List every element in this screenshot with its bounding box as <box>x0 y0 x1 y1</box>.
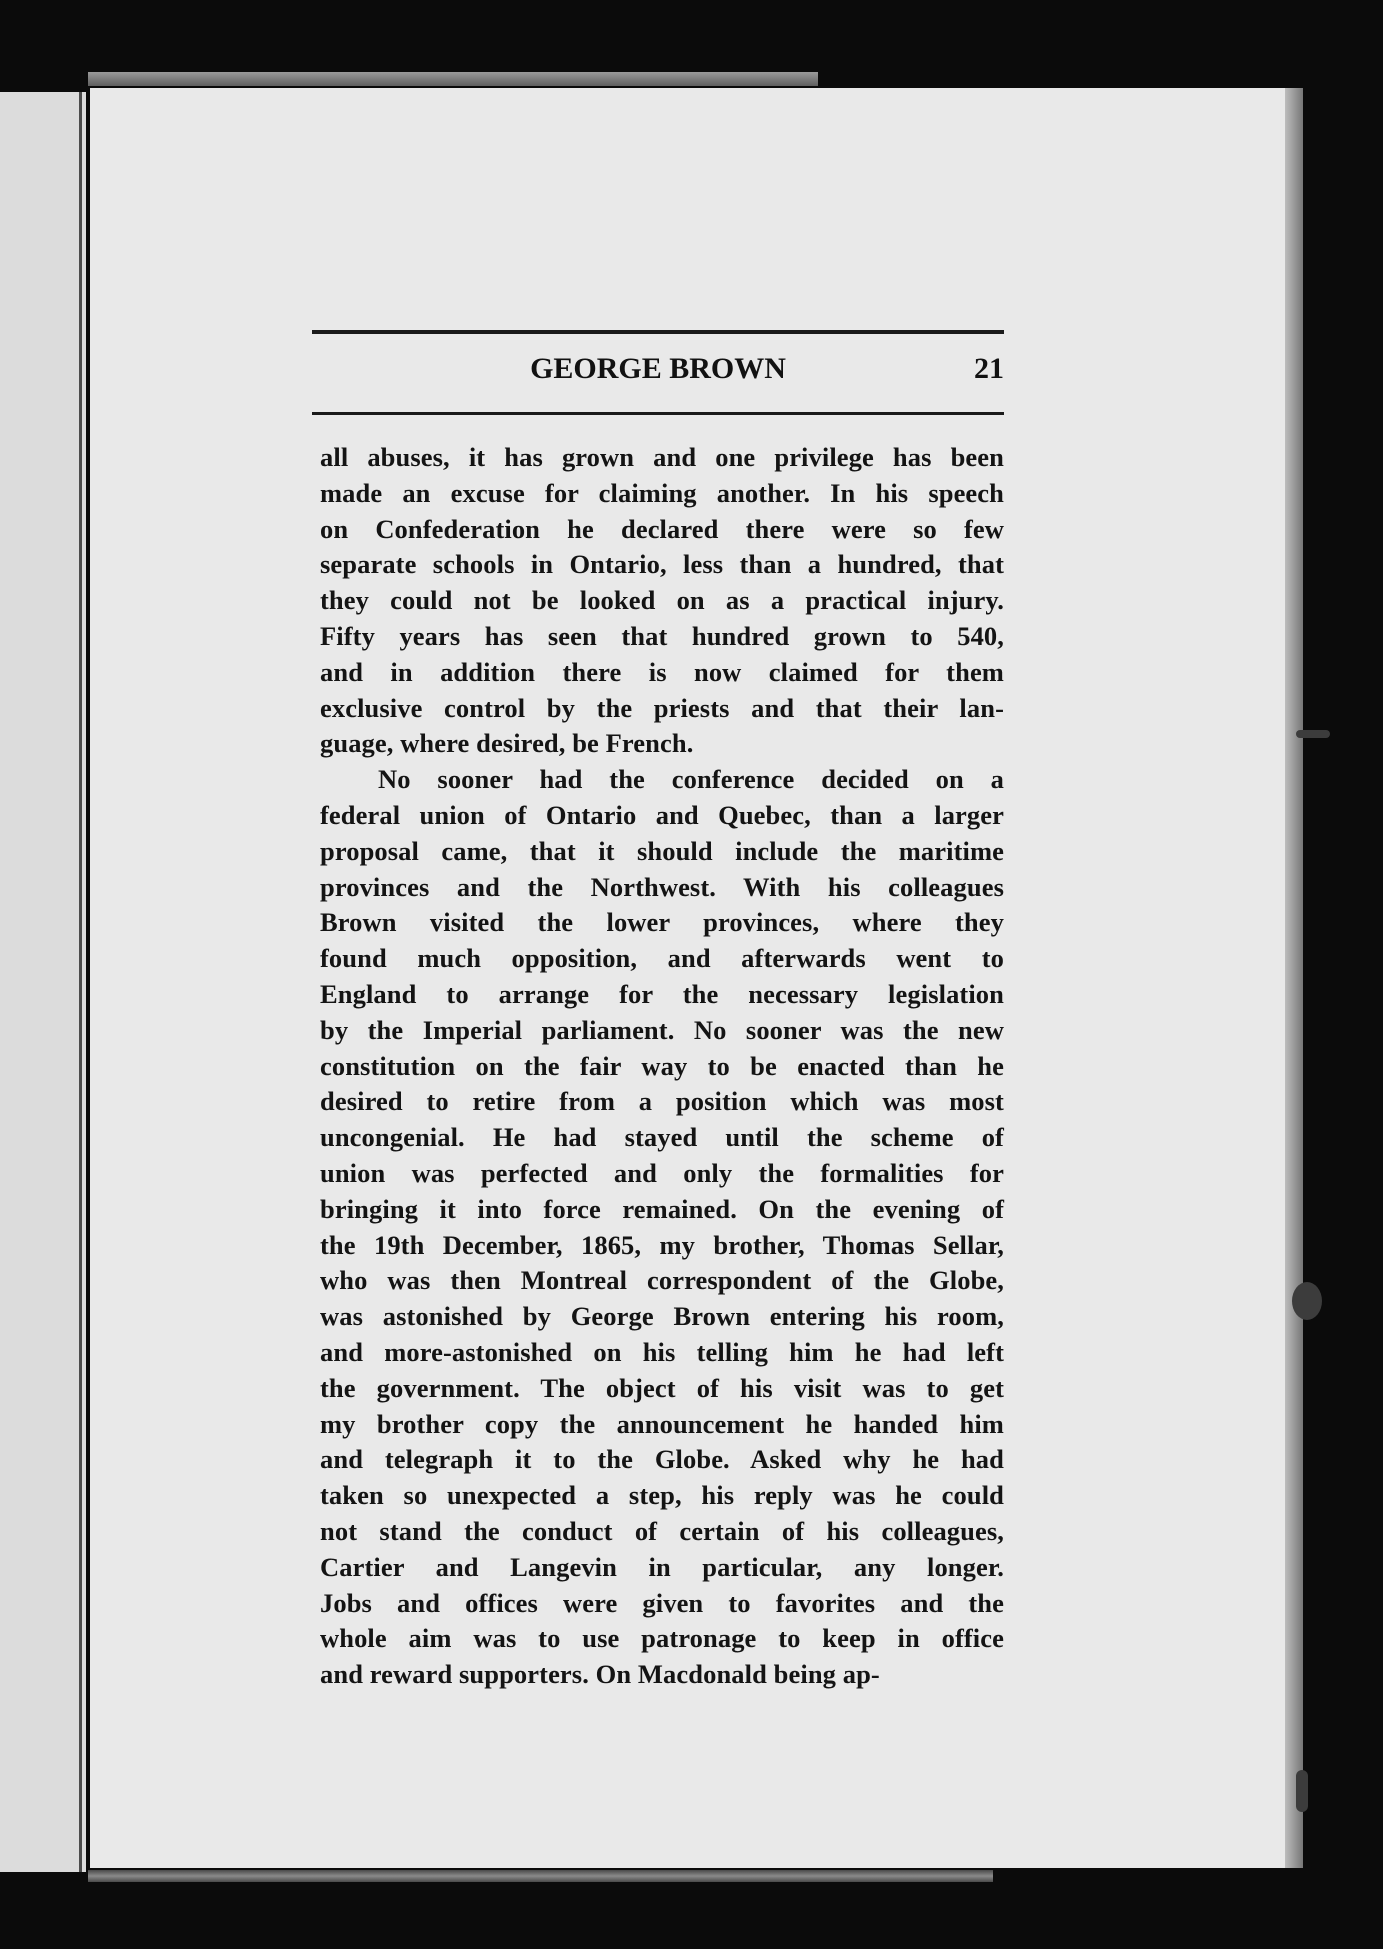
header-top-rule <box>312 330 1004 334</box>
text-line: whole aim was to use patronage to keep in office <box>320 1623 1004 1654</box>
text-line: and more-astonished on his telling him he had left <box>320 1336 1004 1367</box>
text-line: the 19th December, 1865, my brother, Thomas Sellar, <box>320 1229 1004 1260</box>
text-line: No sooner had the conference decided on a <box>378 764 1004 795</box>
scan-blemish <box>1296 1770 1308 1812</box>
text-line: my brother copy the announcement he handed him <box>320 1408 1004 1439</box>
text-line: desired to retire from a position which was most <box>320 1086 1004 1117</box>
text-line: England to arrange for the necessary legislation <box>320 978 1004 1009</box>
facing-page-margin <box>0 92 86 1872</box>
text-line: proposal came, that it should include the maritime <box>320 835 1004 866</box>
text-line: and reward supporters. On Macdonald being ap- <box>320 1659 880 1690</box>
text-line: and telegraph it to the Globe. Asked why he had <box>320 1444 1004 1475</box>
scan-blemish <box>1296 730 1330 738</box>
text-line: found much opposition, and afterwards went to <box>320 943 1004 974</box>
scan-bottom-edge <box>88 1870 993 1882</box>
running-header <box>312 352 1004 392</box>
text-line: they could not be looked on as a practical injury. <box>320 585 1004 616</box>
text-line: and in addition there is now claimed for them <box>320 656 1004 687</box>
header-bottom-rule <box>312 412 1004 415</box>
text-line: exclusive control by the priests and that their lan- <box>320 692 1004 723</box>
text-line: Jobs and offices were given to favorites and the <box>320 1587 1004 1618</box>
text-line: separate schools in Ontario, less than a hundred, that <box>320 549 1004 580</box>
body-text <box>320 440 1004 1693</box>
page-edge <box>1285 88 1303 1868</box>
text-line: Brown visited the lower provinces, where they <box>320 907 1004 938</box>
text-line: was astonished by George Brown entering his room, <box>320 1301 1004 1332</box>
text-line: by the Imperial parliament. No sooner was the new <box>320 1014 1004 1045</box>
text-line: not stand the conduct of certain of his colleagues, <box>320 1515 1004 1546</box>
page-number: 21 <box>974 352 1004 385</box>
text-line: federal union of Ontario and Quebec, than a larger <box>320 799 1004 830</box>
scan-blemish <box>1292 1282 1322 1320</box>
text-line: uncongenial. He had stayed until the scheme of <box>320 1122 1004 1153</box>
running-title: GEORGE BROWN <box>530 352 786 385</box>
text-line: bringing it into force remained. On the evening of <box>320 1193 1004 1224</box>
text-line: the government. The object of his visit was to get <box>320 1372 1004 1403</box>
text-line: who was then Montreal correspondent of the Globe, <box>320 1265 1004 1296</box>
text-line: union was perfected and only the formalities for <box>320 1157 1004 1188</box>
text-line: made an excuse for claiming another. In his speech <box>320 477 1004 508</box>
text-line: all abuses, it has grown and one privilege has been <box>320 442 1004 472</box>
text-line: Fifty years has seen that hundred grown to 540, <box>320 620 1004 651</box>
text-line: provinces and the Northwest. With his colleagues <box>320 871 1004 902</box>
scan-top-edge <box>88 72 818 86</box>
text-line: Cartier and Langevin in particular, any longer. <box>320 1551 1004 1582</box>
text-line: guage, where desired, be French. <box>320 728 694 759</box>
text-line: on Confederation he declared there were so few <box>320 513 1004 544</box>
text-line: taken so unexpected a step, his reply was he could <box>320 1480 1004 1511</box>
text-line: constitution on the fair way to be enacted than he <box>320 1050 1004 1081</box>
